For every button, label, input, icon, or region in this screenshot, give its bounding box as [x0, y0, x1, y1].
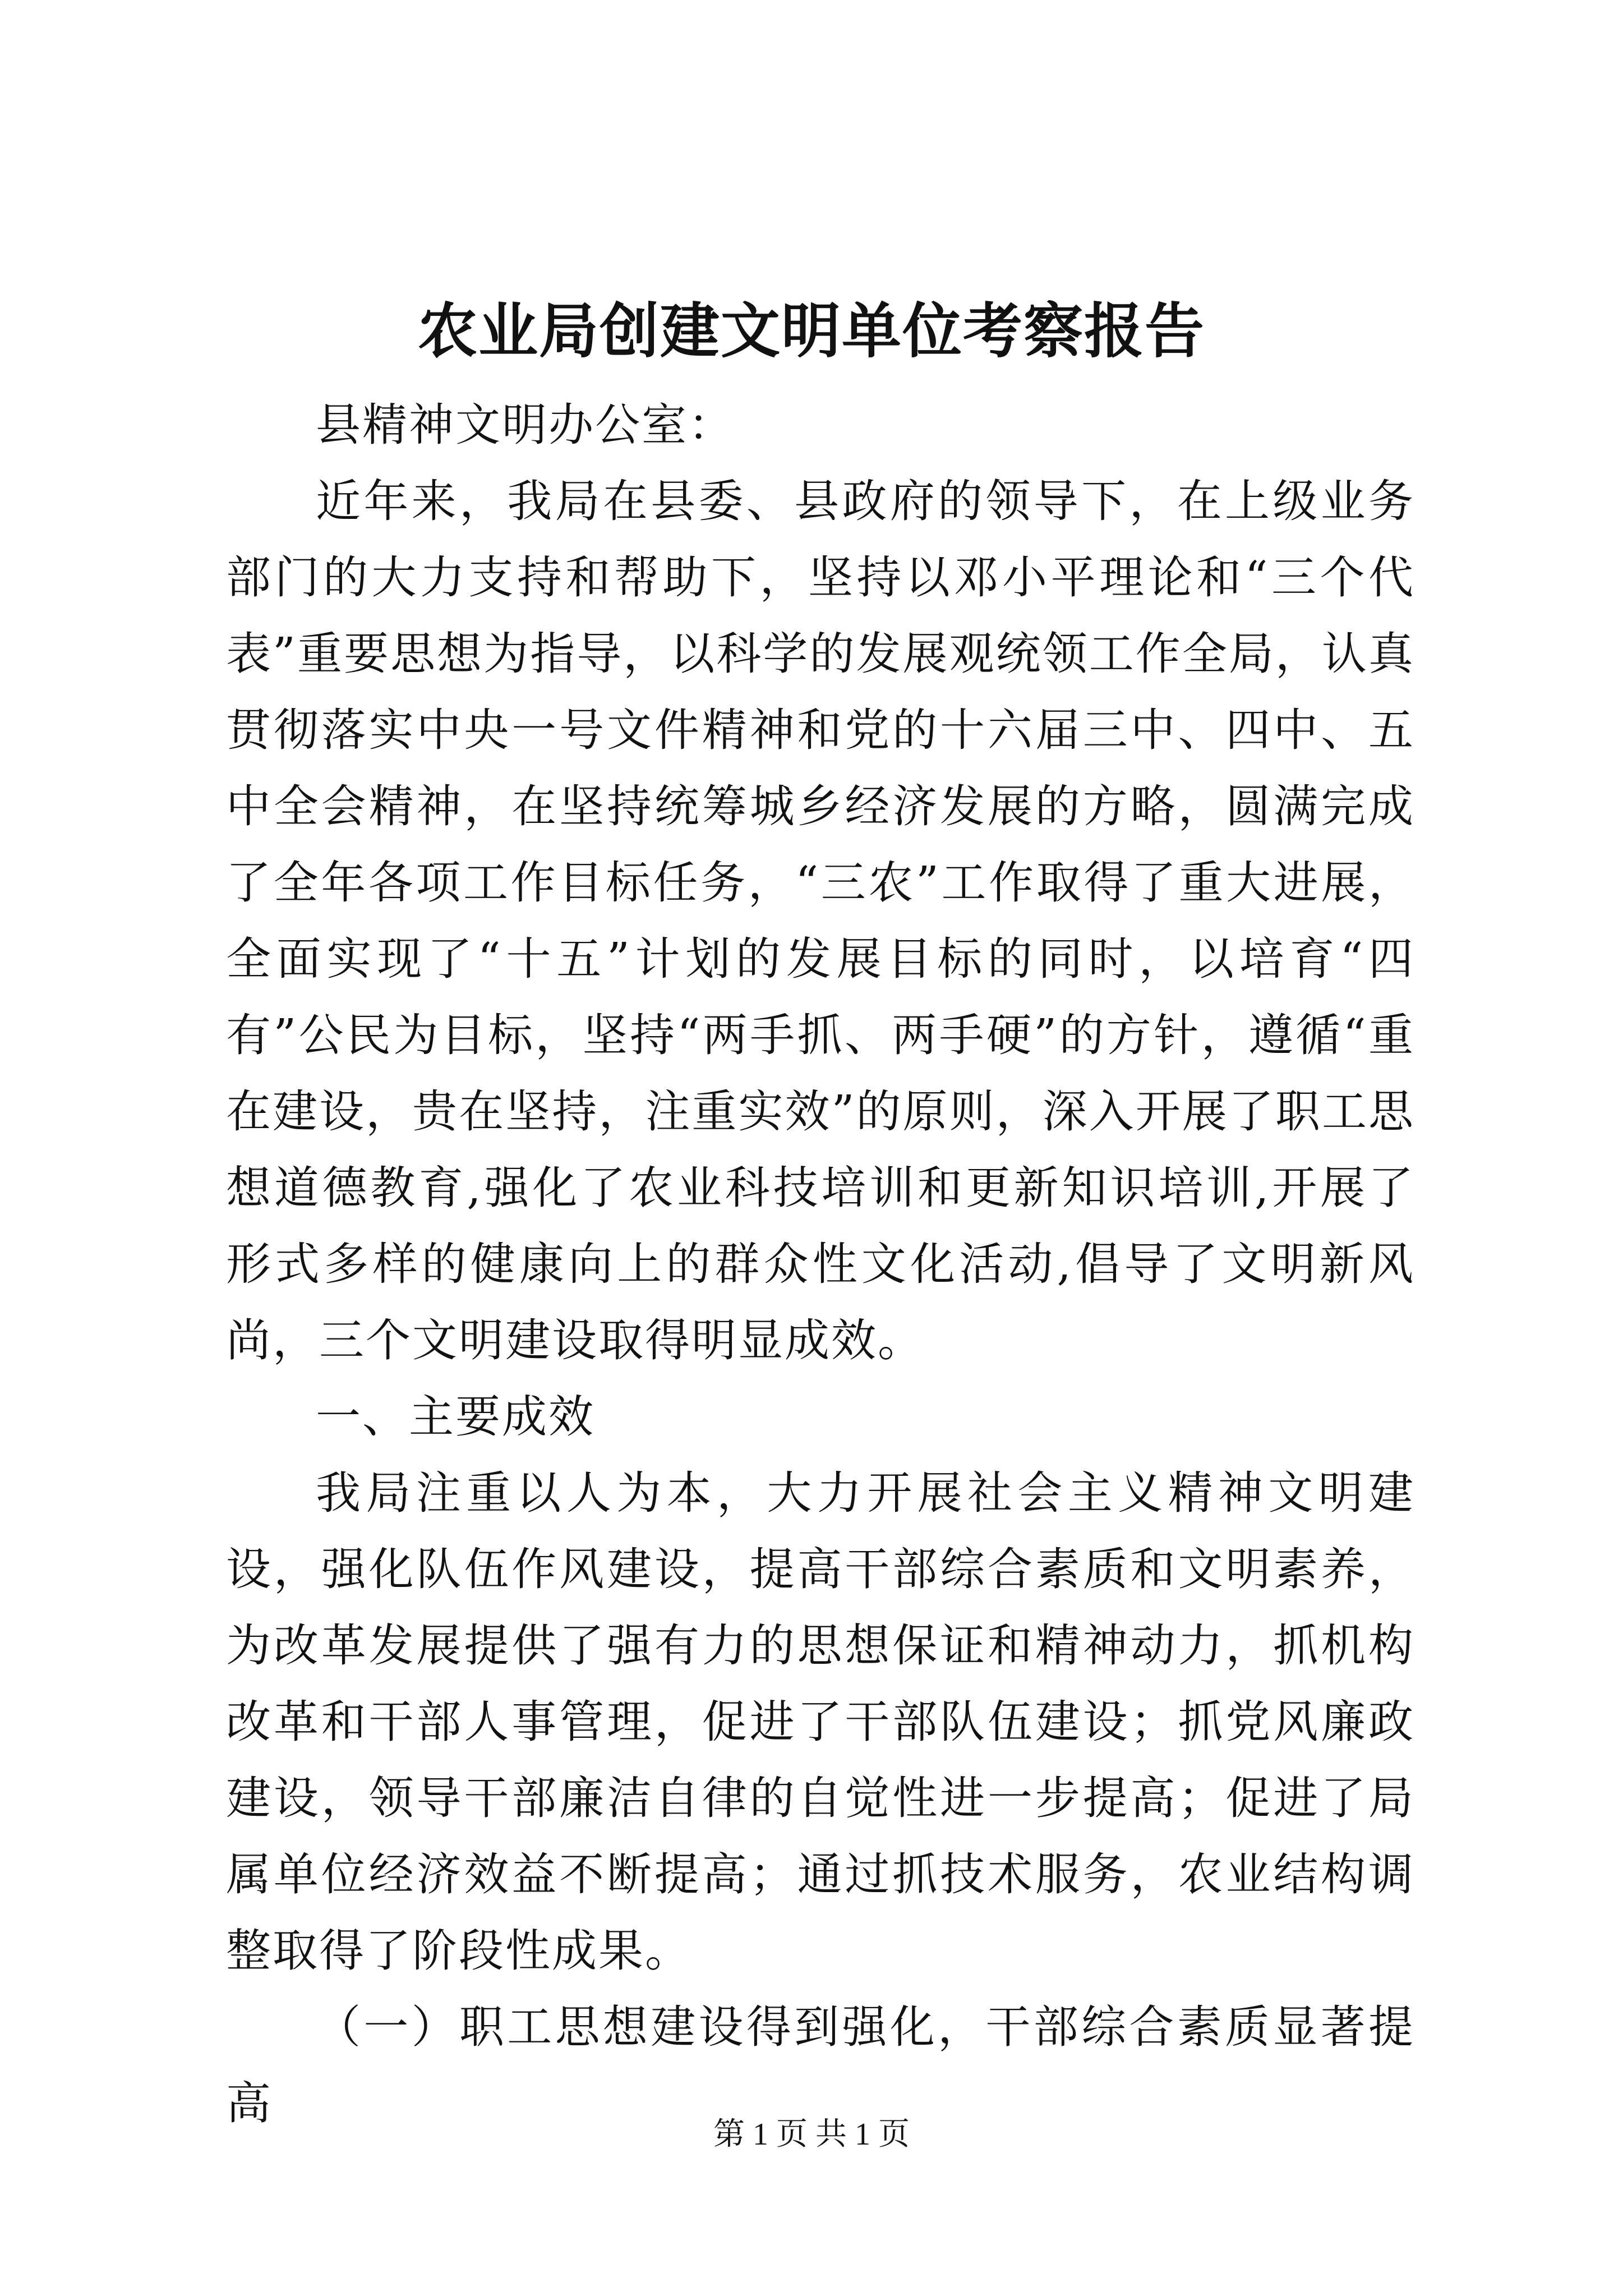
salutation: 县精神文明办公室： [316, 399, 735, 451]
section-heading-main-results: 一、主要成效 [316, 1391, 595, 1443]
document-title: 农业局创建文明单位考察报告 [418, 296, 1205, 366]
paragraph-intro: 近年来，我局在县委、县政府的领导下，在上级业务部门的大力支持和帮助下，坚持以邓小平理论和“三个代表”重要思想为指导，以科学的发展观统领工作全局，认真贯彻落实中央一号文件精神和党的十六届三中、四中、五中全会精神，在坚持统筹城乡经济发展的方略，圆满完成了全年各项工作目标任务，“三农”工作取得了重大进展，全面实现了“十五”计划的发展目标的同时，以培育“四有”公民为目标，坚持“两手抓、两手硬”的方针，遵循“重在建设，贵在坚持，注重实效”的原则，深入开展了职工思想道德教育,强化了农业科技培训和更新知识培训,开展了形式多样的健康向上的群众性文化活动,倡导了文明新风尚，三个文明建设取得明显成效。 [226, 475, 1415, 1366]
page-footer: 第 1 页 共 1 页 [713, 2117, 910, 2152]
document-body [226, 387, 1415, 2142]
paragraph-main-results: 我局注重以人为本，大力开展社会主义精神文明建设，强化队伍作风建设，提高干部综合素质和文明素养，为改革发展提供了强有力的思想保证和精神动力，抓机构改革和干部人事管理，促进了干部队伍建设；抓党风廉政建设，领导干部廉洁自律的自觉性进一步提高；促进了局属单位经济效益不断提高；通过抓技术服务，农业结构调整取得了阶段性成果。 [226, 1467, 1415, 1977]
subsection-heading-staff-ideology: （一）职工思想建设得到强化，干部综合素质显著提高 [226, 2001, 1415, 2129]
